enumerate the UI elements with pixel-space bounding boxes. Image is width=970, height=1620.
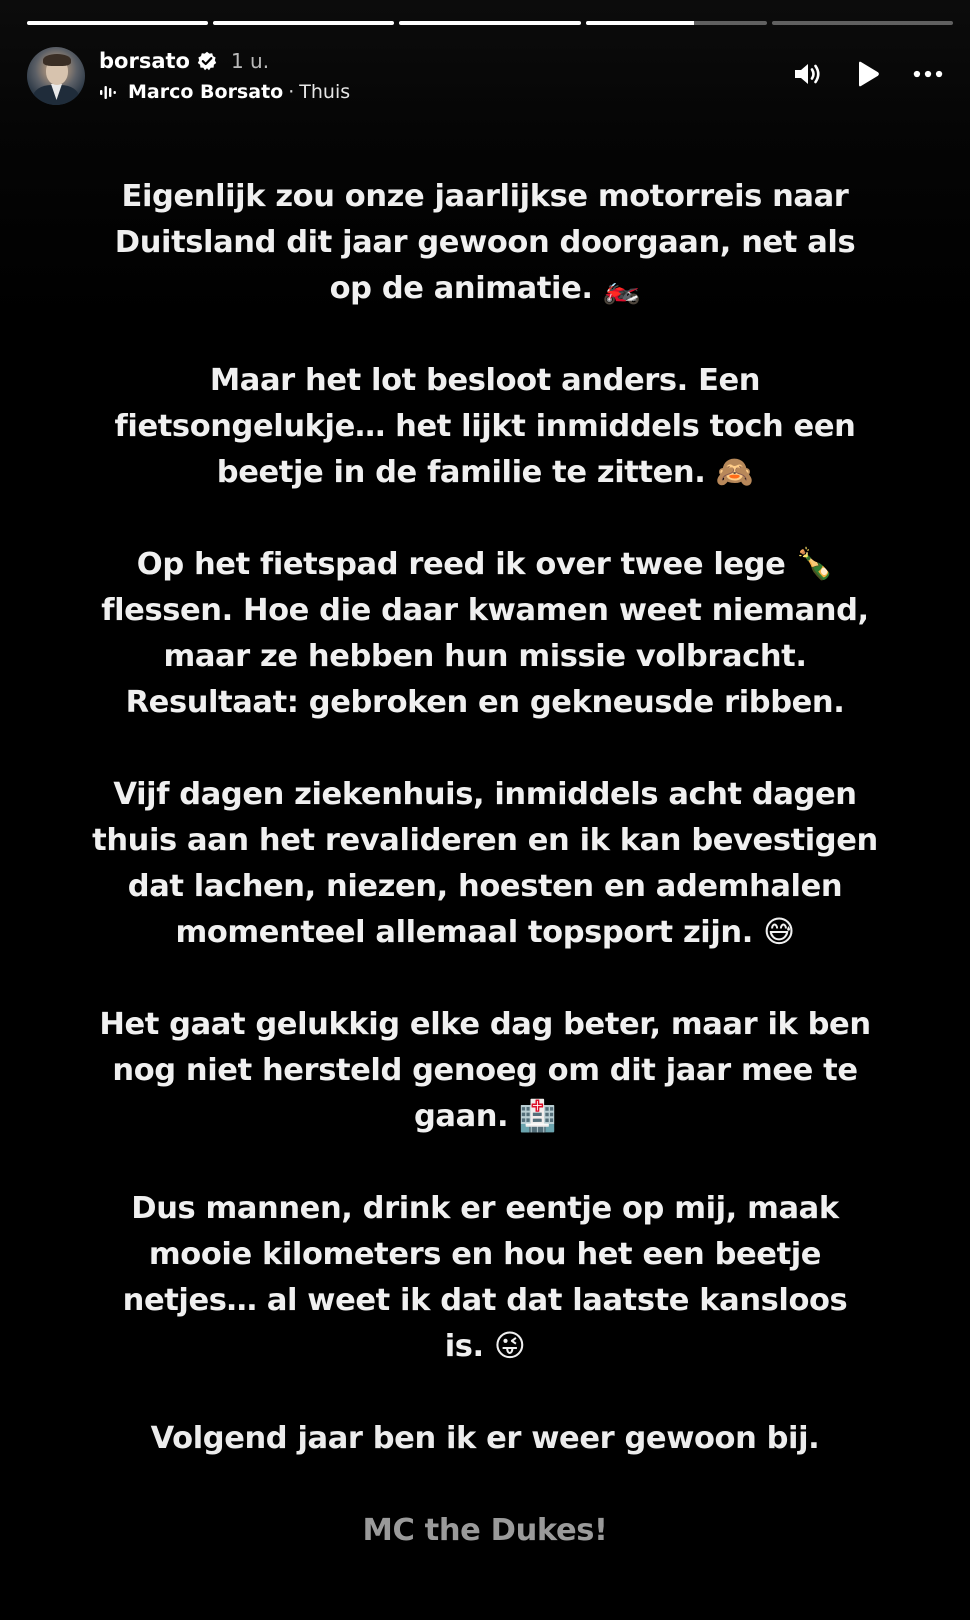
story-paragraph-4: Vijf dagen ziekenhuis, inmiddels acht dagen thuis aan het revalideren en ik kan bevestigen dat lachen, niezen, hoesten en ademhalen momenteel allemaal topsport zijn. 😅 <box>92 777 878 950</box>
music-separator: · <box>288 81 295 103</box>
story-controls <box>793 59 943 89</box>
music-artist: Marco Borsato <box>128 81 284 103</box>
play-icon[interactable] <box>853 59 883 89</box>
username[interactable]: borsato <box>99 49 190 73</box>
verified-badge-icon <box>197 51 217 71</box>
speaker-icon[interactable] <box>793 59 823 89</box>
progress-segment <box>399 21 580 25</box>
avatar[interactable] <box>27 47 85 105</box>
story-paragraph-7: Volgend jaar ben ik er weer gewoon bij. <box>150 1421 820 1456</box>
progress-segment <box>586 21 767 25</box>
music-attribution[interactable] <box>99 80 350 104</box>
progress-segment <box>213 21 394 25</box>
story-paragraph-6: Dus mannen, drink er eentje op mij, maak mooie kilometers en hou het een beetje netjes… al weet ik dat dat laatste kansloos is. 😜 <box>122 1191 848 1364</box>
story-progress-bar <box>27 21 953 25</box>
audio-bars-icon <box>99 83 119 101</box>
story-paragraph-1: Eigenlijk zou onze jaarlijkse motorreis naar Duitsland dit jaar gewoon doorgaan, net als op de animatie. 🏍️ <box>114 179 856 306</box>
story-signature: MC the Dukes! <box>362 1513 608 1548</box>
story-paragraph-5: Het gaat gelukkig elke dag beter, maar ik ben nog niet hersteld genoeg om dit jaar mee te gaan. 🏥 <box>99 1007 871 1134</box>
more-icon[interactable] <box>913 59 943 89</box>
story-paragraph-3: Op het fietspad reed ik over twee lege 🍾 flessen. Hoe die daar kwamen weet niemand, maar ze hebben hun missie volbracht. Resultaat: gebroken en gekneusde ribben. <box>101 547 869 720</box>
progress-segment <box>772 21 953 25</box>
progress-segment <box>27 21 208 25</box>
music-title: Thuis <box>299 81 351 103</box>
story-paragraph-2: Maar het lot besloot anders. Een fietsongelukje… het lijkt inmiddels toch een beetje in de familie te zitten. 🙈 <box>114 363 856 490</box>
post-time: 1 u. <box>230 49 270 73</box>
username-row <box>99 48 269 74</box>
story-text <box>60 174 910 1554</box>
story-header <box>27 45 943 107</box>
